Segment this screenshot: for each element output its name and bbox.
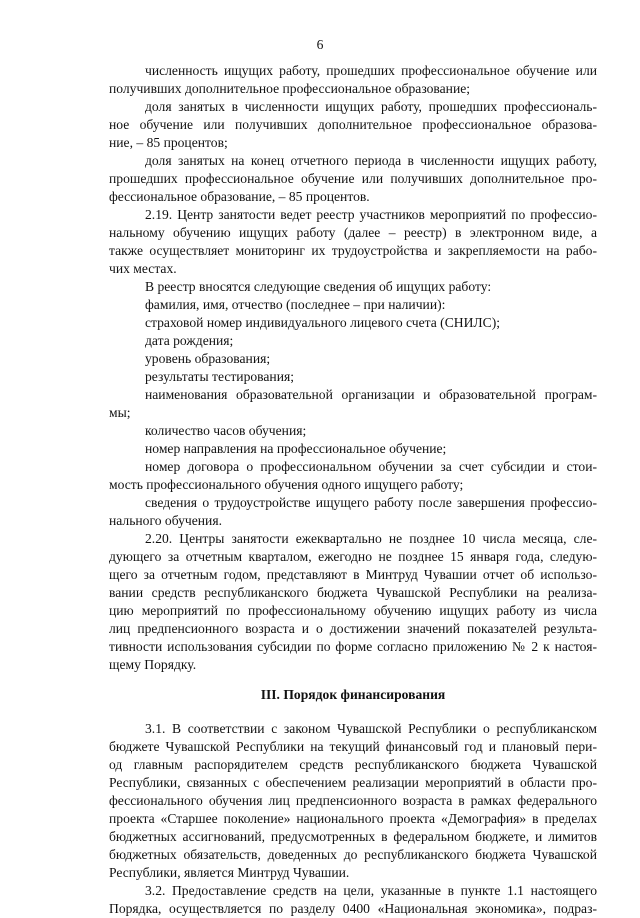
section-3-text [109,720,597,918]
text-line: уровень образования; [145,351,271,366]
text-line: номер договора о профессиональном обучении за счет субсидии и стои- [145,459,597,474]
text-line: бюджете Чувашской Республики на текущий финансовый год и плановый пери- [109,739,597,754]
text-line: доля занятых на конец отчетного периода в численности ищущих работу, [145,153,597,168]
text-line: ное обучение или получивших дополнительное профессиональное образова- [109,117,597,132]
text-line: 2.19. Центр занятости ведет реестр участников мероприятий по профессио- [145,207,597,222]
text-line: получивших дополнительное профессиональное образование; [109,81,471,96]
text-line: цию мероприятий по профессиональному обучению ищущих работу из числа [109,603,597,618]
text-line: доля занятых в численности ищущих работу, прошедших профессиональ- [145,99,597,114]
text-line: 3.1. В соответствии с законом Чувашской Республики о республиканском [145,721,597,736]
text-line: щего за отчетным годом, представляют в Минтруд Чувашии отчет об использо- [109,567,597,582]
text-line: сведения о трудоустройстве ищущего работу после завершения профессио- [145,495,597,510]
text-line: дата рождения; [145,333,234,348]
text-line: Республики, связанных с обеспечением реализации мероприятий в области про- [109,775,597,790]
page-number: 6 [316,37,324,52]
text-line: бюджетных обязательств, доведенных до республиканского бюджета Чувашской [109,847,597,862]
text-line: тивности использования субсидии по форме согласно приложению № 2 к настоя- [109,639,597,654]
text-line: результаты тестирования; [145,369,295,384]
text-line: вании средств республиканского бюджета Чувашской Республики на реализа- [109,585,597,600]
text-line: мы; [109,405,131,420]
text-line: лиц предпенсионного возраста и о достижении значений показателей результа- [109,621,597,636]
text-line: фамилия, имя, отчество (последнее – при наличии): [145,297,446,312]
text-line: В реестр вносятся следующие сведения об ищущих работу: [145,279,492,294]
text-line: чих местах. [109,261,177,276]
text-line: дующего за отчетным кварталом, ежегодно не позднее 15 января года, следую- [109,549,597,564]
text-line: количество часов обучения; [145,423,307,438]
document-body [109,62,597,918]
text-line: Порядка, осуществляется по разделу 0400 «Национальная экономика», подраз- [109,901,597,916]
section-heading: III. Порядок финансирования [260,687,446,702]
text-line: фессионального обучения лиц предпенсионного возраста в рамках федерального [109,793,597,808]
text-line: щему Порядку. [109,657,197,672]
text-line: страховой номер индивидуального лицевого счета (СНИЛС); [145,315,501,330]
text-line: нальному обучению ищущих работу (далее – реестр) в электронном виде, а [109,225,597,240]
text-line: номер направления на профессиональное обучение; [145,441,447,456]
text-line: проекта «Старшее поколение» национального проекта «Демография» в пределах [109,811,597,826]
text-line: 3.2. Предоставление средств на цели, указанные в пункте 1.1 настоящего [145,883,597,898]
text-line: ние, – 85 процентов; [109,135,228,150]
text-line: фессиональное образование, – 85 процентов. [109,189,370,204]
text-line: Республики, является Минтруд Чувашии. [109,865,350,880]
text-line: 2.20. Центры занятости ежеквартально не позднее 10 числа месяца, сле- [145,531,597,546]
text-line: также осуществляет мониторинг их трудоустройства и закрепляемости на рабо- [109,243,597,258]
text-line: нального обучения. [109,513,222,528]
text-line: мость профессионального обучения одного ищущего работу; [109,477,464,492]
text-line: од главным распорядителем средств республиканского бюджета Чувашской [109,757,597,772]
text-line: бюджетных ассигнований, предусмотренных в федеральном бюджете, и лимитов [109,829,597,844]
text-line: численность ищущих работу, прошедших профессиональное обучение или [145,63,597,78]
section-2-text [109,62,597,674]
text-line: наименования образовательной организации и образовательной програм- [145,387,597,402]
text-line: прошедших профессиональное обучение или получивших дополнительное про- [109,171,597,186]
